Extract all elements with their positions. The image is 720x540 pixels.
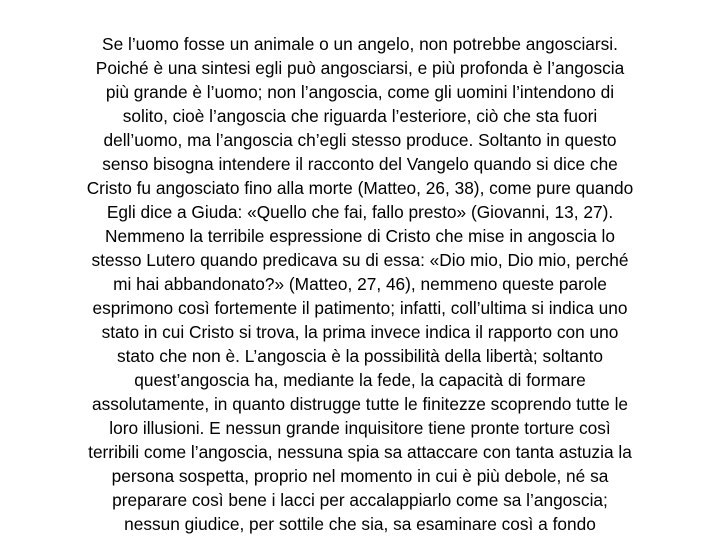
- text-line: senso bisogna intendere il racconto del Vangelo quando si dice che: [102, 154, 618, 174]
- text-line: Se l’uomo fosse un animale o un angelo, non potrebbe angosciarsi.: [102, 34, 618, 54]
- text-line: più grande è l’uomo; non l’angoscia, come gli uomini l’intendono di: [105, 82, 615, 102]
- text-line: mi hai abbandonato?» (Matteo, 27, 46), nemmeno queste parole: [113, 274, 607, 294]
- text-line: solito, cioè l’angoscia che riguarda l’esteriore, ciò che sta fuori: [122, 106, 598, 126]
- text-line: Nemmeno la terribile espressione di Cristo che mise in angoscia lo: [104, 226, 616, 246]
- text-line: Egli dice a Giuda: «Quello che fai, fallo presto» (Giovanni, 13, 27).: [106, 202, 614, 222]
- text-line: loro illusioni. E nessun grande inquisitore tiene pronte torture così: [109, 418, 611, 438]
- text-line: assolutamente, in quanto distrugge tutte le finitezze scoprendo tutte le: [91, 394, 629, 414]
- text-line: terribili come l’angoscia, nessuna spia sa attaccare con tanta astuzia la: [88, 442, 632, 462]
- text-line: esprimono così fortemente il patimento; infatti, coll’ultima si indica uno: [92, 298, 628, 318]
- text-line: nessun giudice, per sottile che sia, sa esaminare così a fondo: [124, 514, 596, 534]
- text-line: quest’angoscia ha, mediante la fede, la capacità di formare: [134, 370, 586, 390]
- text-line: preparare così bene i lacci per accalappiarlo come sa l’angoscia;: [112, 490, 608, 510]
- text-line: Cristo fu angosciato fino alla morte (Matteo, 26, 38), come pure quando: [86, 178, 634, 198]
- text-line: dell’uomo, ma l’angoscia ch’egli stesso produce. Soltanto in questo: [103, 130, 617, 150]
- text-line: Poiché è una sintesi egli può angosciarsi, e più profonda è l’angoscia: [95, 58, 625, 78]
- text-line: stato che non è. L’angoscia è la possibilità della libertà; soltanto: [116, 346, 604, 366]
- text-line: stato in cui Cristo si trova, la prima invece indica il rapporto con uno: [101, 322, 619, 342]
- body-text: [0, 32, 720, 536]
- text-line: stesso Lutero quando predicava su di essa: «Dio mio, Dio mio, perché: [91, 250, 629, 270]
- text-line: persona sospetta, proprio nel momento in cui è più debole, né sa: [111, 466, 609, 486]
